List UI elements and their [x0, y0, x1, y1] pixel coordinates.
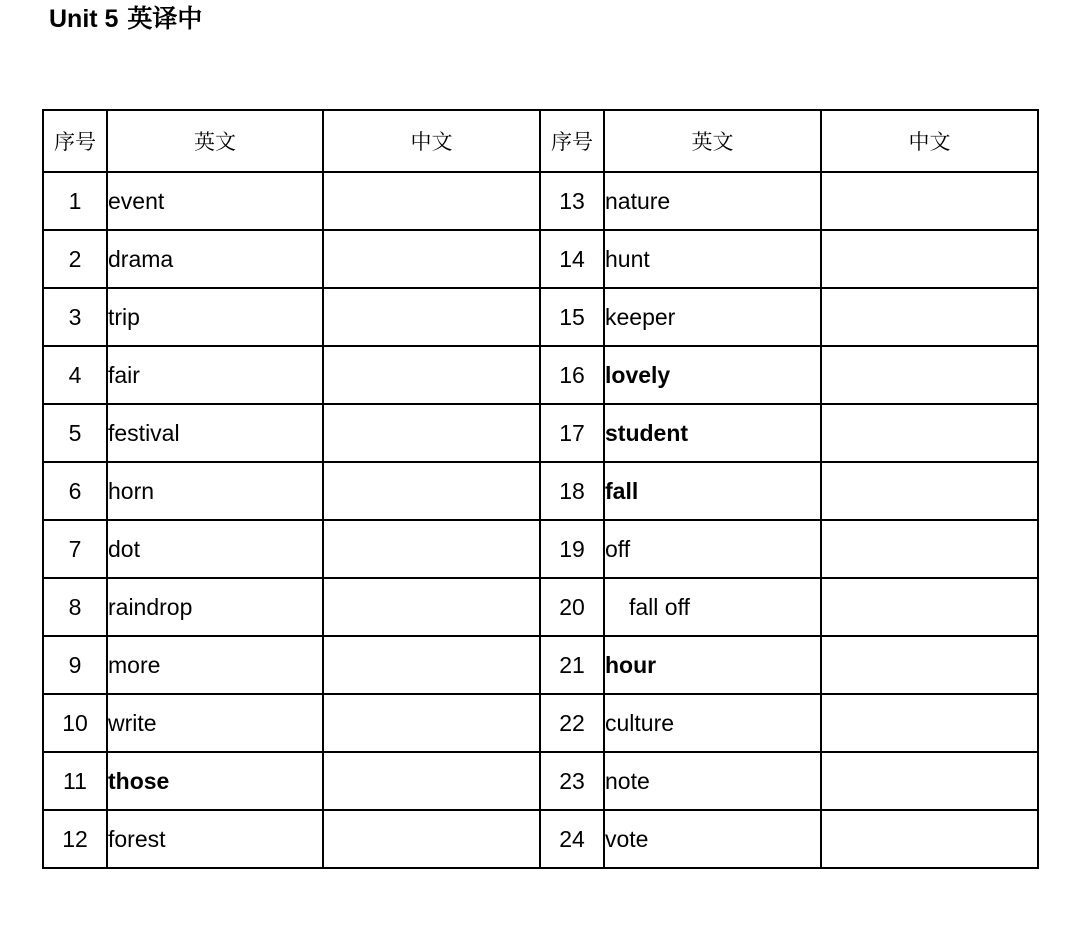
- chinese-answer-cell[interactable]: [821, 752, 1038, 810]
- vocabulary-table: [42, 109, 1039, 869]
- chinese-answer-cell[interactable]: [821, 636, 1038, 694]
- row-number: 18: [540, 462, 604, 520]
- table-row: [43, 288, 1038, 346]
- page-subtitle: 英译中: [127, 4, 203, 33]
- unit-label: Unit 5: [49, 5, 119, 33]
- chinese-answer-cell[interactable]: [821, 462, 1038, 520]
- english-word: forest: [107, 810, 323, 868]
- table-row: [43, 346, 1038, 404]
- table-row: [43, 578, 1038, 636]
- english-word: those: [107, 752, 323, 810]
- row-number: 21: [540, 636, 604, 694]
- row-number: 16: [540, 346, 604, 404]
- row-number: 10: [43, 694, 107, 752]
- table-row: [43, 636, 1038, 694]
- row-number: 24: [540, 810, 604, 868]
- row-number: 8: [43, 578, 107, 636]
- row-number: 9: [43, 636, 107, 694]
- row-number: 15: [540, 288, 604, 346]
- chinese-answer-cell[interactable]: [323, 404, 540, 462]
- english-word: student: [604, 404, 821, 462]
- table-body: [43, 172, 1038, 868]
- chinese-answer-cell[interactable]: [821, 288, 1038, 346]
- row-number: 13: [540, 172, 604, 230]
- english-word: hour: [604, 636, 821, 694]
- english-word: lovely: [604, 346, 821, 404]
- english-word: write: [107, 694, 323, 752]
- english-word: raindrop: [107, 578, 323, 636]
- row-number: 23: [540, 752, 604, 810]
- chinese-answer-cell[interactable]: [323, 288, 540, 346]
- english-word: culture: [604, 694, 821, 752]
- english-word: drama: [107, 230, 323, 288]
- chinese-answer-cell[interactable]: [821, 578, 1038, 636]
- header-number-right: 序号: [540, 110, 604, 172]
- english-word: more: [107, 636, 323, 694]
- chinese-answer-cell[interactable]: [323, 346, 540, 404]
- english-word: fall: [604, 462, 821, 520]
- english-word: dot: [107, 520, 323, 578]
- chinese-answer-cell[interactable]: [821, 810, 1038, 868]
- english-word: horn: [107, 462, 323, 520]
- chinese-answer-cell[interactable]: [323, 694, 540, 752]
- row-number: 17: [540, 404, 604, 462]
- chinese-answer-cell[interactable]: [323, 810, 540, 868]
- chinese-answer-cell[interactable]: [821, 172, 1038, 230]
- table-row: [43, 404, 1038, 462]
- english-word: nature: [604, 172, 821, 230]
- chinese-answer-cell[interactable]: [323, 172, 540, 230]
- english-word: off: [604, 520, 821, 578]
- english-word: fall off: [604, 578, 821, 636]
- english-word: hunt: [604, 230, 821, 288]
- header-row: [43, 110, 1038, 172]
- row-number: 12: [43, 810, 107, 868]
- chinese-answer-cell[interactable]: [323, 636, 540, 694]
- row-number: 11: [43, 752, 107, 810]
- chinese-answer-cell[interactable]: [821, 520, 1038, 578]
- row-number: 1: [43, 172, 107, 230]
- row-number: 20: [540, 578, 604, 636]
- english-word: vote: [604, 810, 821, 868]
- row-number: 14: [540, 230, 604, 288]
- table-row: [43, 230, 1038, 288]
- header-english-right: 英文: [604, 110, 821, 172]
- english-word: trip: [107, 288, 323, 346]
- chinese-answer-cell[interactable]: [821, 404, 1038, 462]
- english-word: event: [107, 172, 323, 230]
- chinese-answer-cell[interactable]: [323, 230, 540, 288]
- chinese-answer-cell[interactable]: [323, 462, 540, 520]
- chinese-answer-cell[interactable]: [323, 578, 540, 636]
- english-word: note: [604, 752, 821, 810]
- row-number: 19: [540, 520, 604, 578]
- english-word: festival: [107, 404, 323, 462]
- table-row: [43, 810, 1038, 868]
- header-chinese-right: 中文: [821, 110, 1038, 172]
- row-number: 7: [43, 520, 107, 578]
- row-number: 4: [43, 346, 107, 404]
- header-number-left: 序号: [43, 110, 107, 172]
- chinese-answer-cell[interactable]: [821, 230, 1038, 288]
- english-word: keeper: [604, 288, 821, 346]
- header-english-left: 英文: [107, 110, 323, 172]
- table-row: [43, 462, 1038, 520]
- table-row: [43, 172, 1038, 230]
- row-number: 3: [43, 288, 107, 346]
- row-number: 2: [43, 230, 107, 288]
- table-row: [43, 520, 1038, 578]
- page-title: [49, 2, 202, 36]
- table-row: [43, 752, 1038, 810]
- table-row: [43, 694, 1038, 752]
- row-number: 5: [43, 404, 107, 462]
- row-number: 22: [540, 694, 604, 752]
- header-chinese-left: 中文: [323, 110, 540, 172]
- chinese-answer-cell[interactable]: [821, 346, 1038, 404]
- chinese-answer-cell[interactable]: [821, 694, 1038, 752]
- chinese-answer-cell[interactable]: [323, 520, 540, 578]
- chinese-answer-cell[interactable]: [323, 752, 540, 810]
- english-word: fair: [107, 346, 323, 404]
- row-number: 6: [43, 462, 107, 520]
